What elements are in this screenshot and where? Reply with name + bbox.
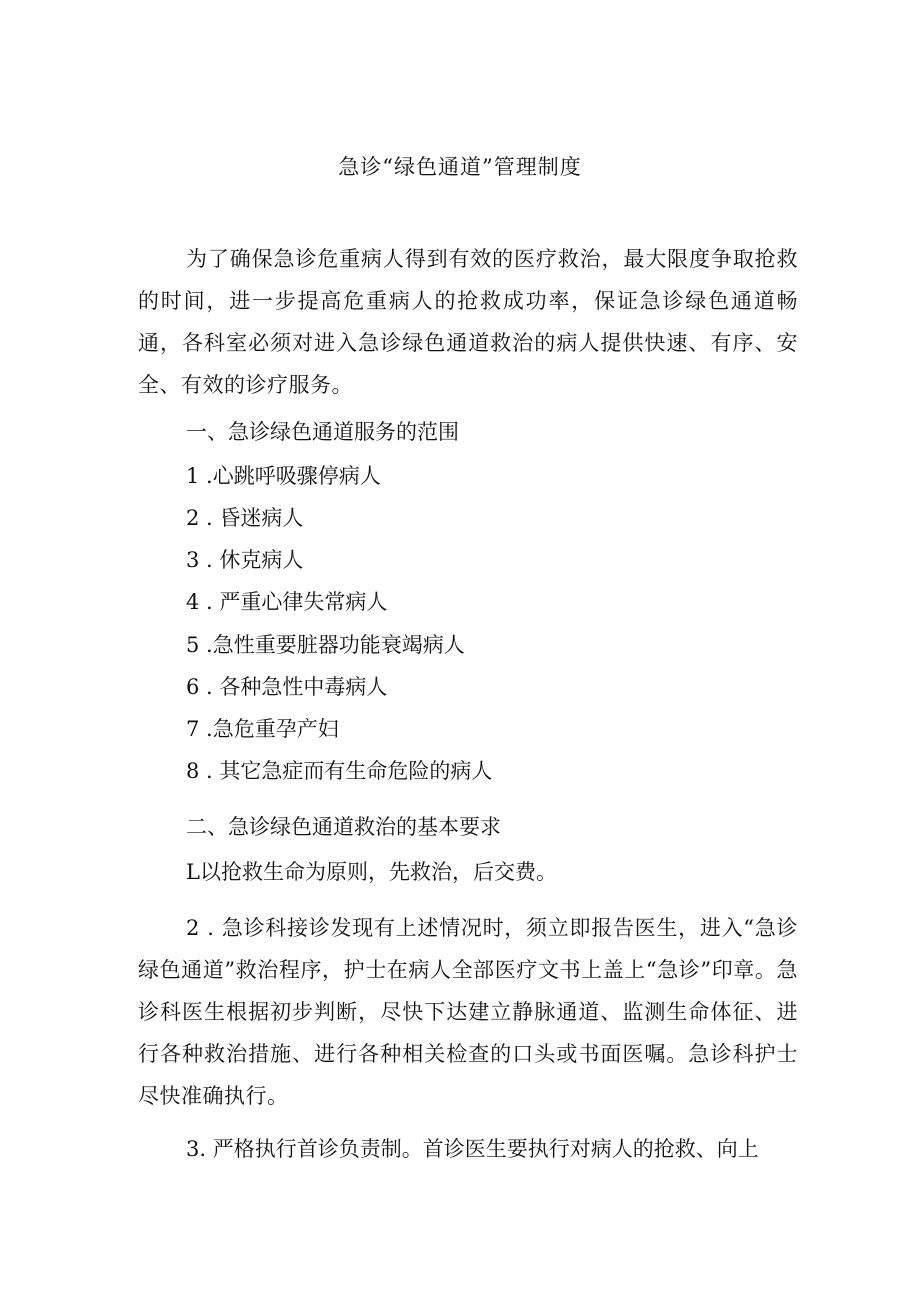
scope-item-4: 4 . 严重心律失常病人: [186, 590, 388, 614]
scope-item-1: 1 .心跳呼吸骤停病人: [186, 464, 381, 488]
intro-paragraph: 为了确保急诊危重病人得到有效的医疗救治，最大限度争取抢救的时间，进一步提高危重病人的抢救成功率，保证急诊绿色通道畅通，各科室必须对进入急诊绿色通道救治的病人提供快速、有序、安全、有效的诊疗服务。: [138, 247, 798, 397]
requirement-item-3: 3. 严格执行首诊负责制。首诊医生要执行对病人的抢救、向上: [186, 1137, 759, 1161]
requirement-item-2: 2 . 急诊科接诊发现有上述情况时，须立即报告医生，进入“急诊绿色通道”救治程序，护士在病人全部医疗文书上盖上“急诊”印章。急诊科医生根据初步判断，尽快下达建立静脉通道、监测生命体征、进行各种救治措施、进行各种相关检查的口头或书面医嘱。急诊科护士尽快准确执行。: [138, 916, 798, 1108]
document-title: 急诊“绿色通道”管理制度: [338, 155, 582, 179]
scope-item-3: 3 . 休克病人: [186, 548, 304, 572]
scope-item-6: 6 . 各种急性中毒病人: [186, 675, 388, 699]
scope-item-5: 5 .急性重要脏器功能衰竭病人: [186, 633, 465, 657]
scope-item-8: 8 . 其它急症而有生命危险的病人: [186, 759, 493, 783]
section2-heading: 二、急诊绿色通道救治的基本要求: [186, 815, 501, 839]
scope-item-7: 7 .急危重孕产妇: [186, 717, 339, 741]
scope-item-2: 2 . 昏迷病人: [186, 506, 304, 530]
requirement-item-1: L以抢救生命为原则，先救治，后交费。: [186, 860, 557, 884]
section1-heading: 一、急诊绿色通道服务的范围: [186, 420, 459, 444]
